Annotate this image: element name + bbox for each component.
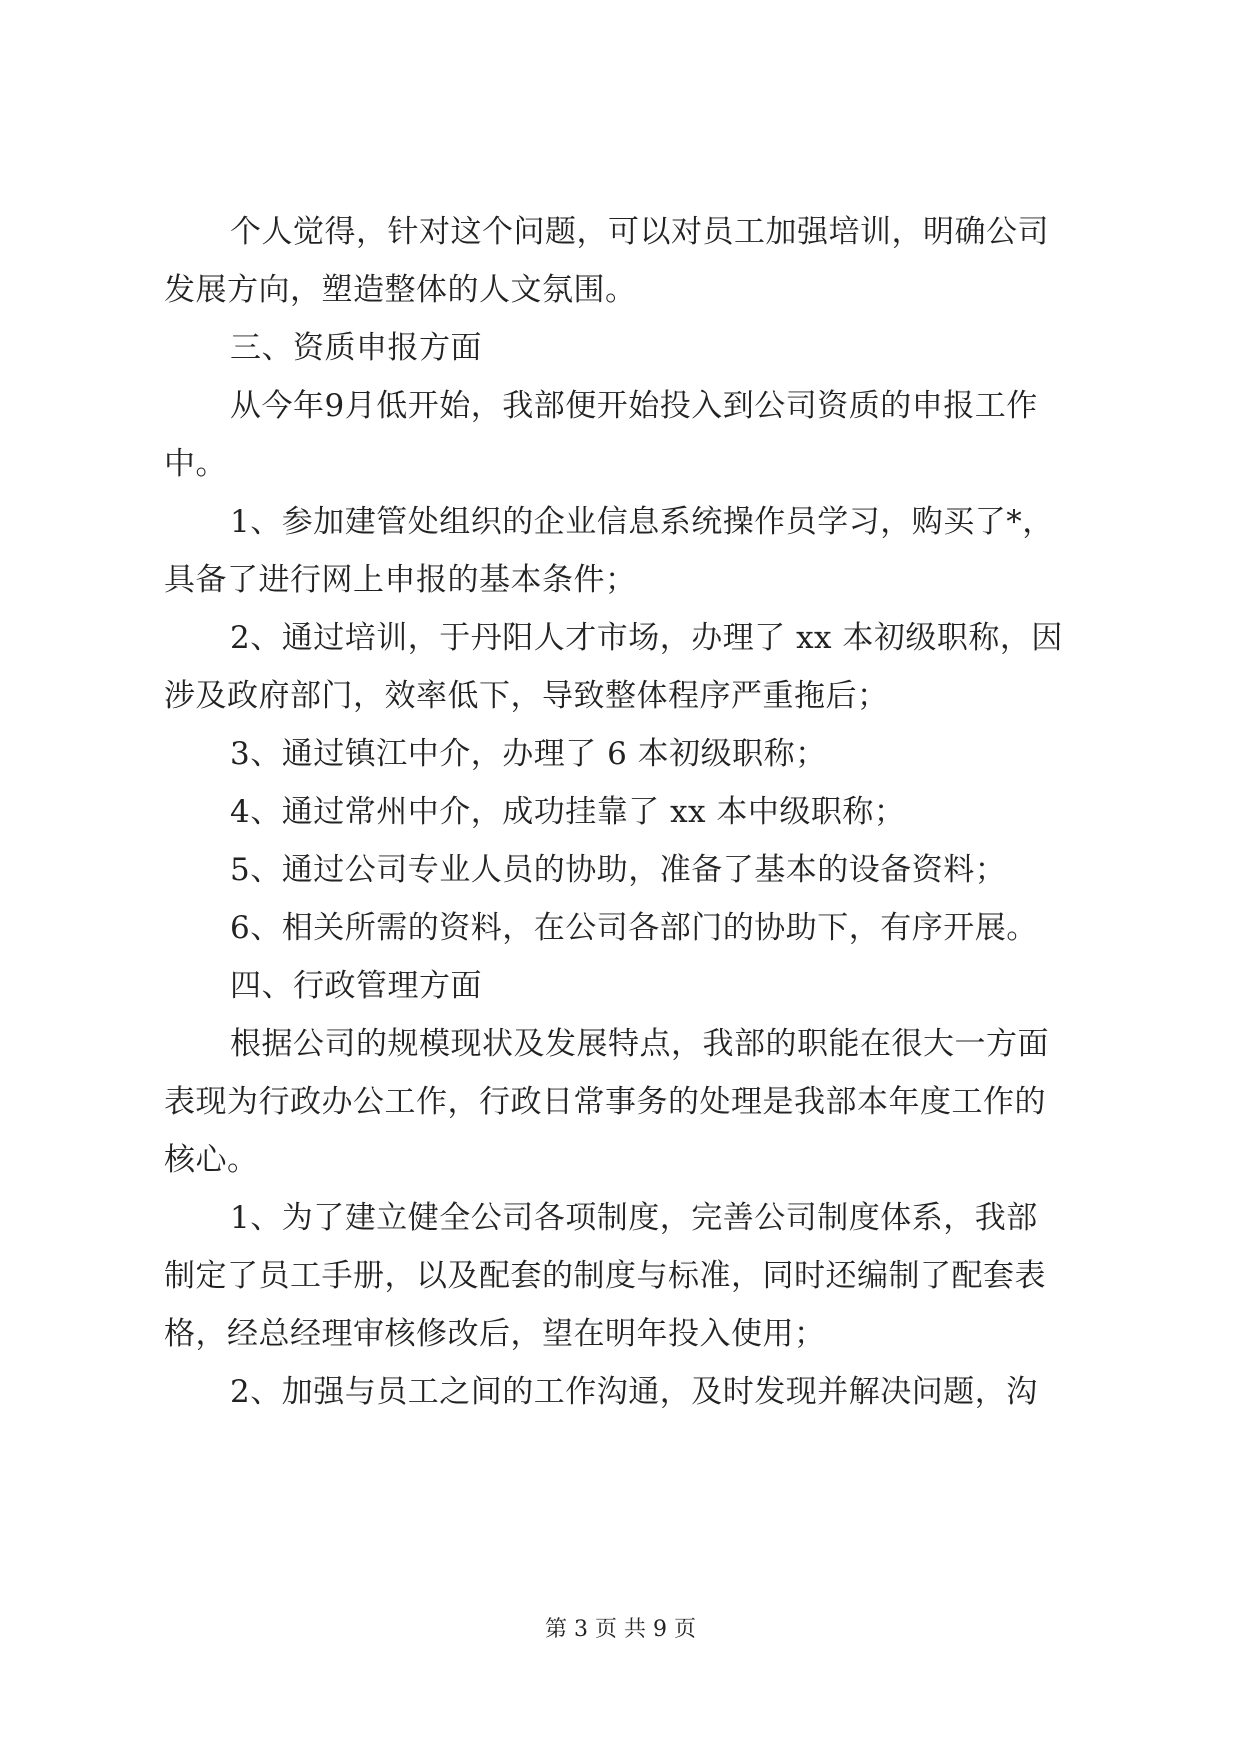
paragraph-line: 制定了员工手册，以及配套的制度与标准，同时还编制了配套表 (164, 1258, 1046, 1294)
list-item: 5、通过公司专业人员的协助，准备了基本的设备资料； (230, 852, 1007, 888)
list-item: 2、加强与员工之间的工作沟通，及时发现并解决问题，沟 (230, 1374, 1038, 1410)
paragraph-line: 核心。 (164, 1142, 259, 1178)
paragraph-line: 根据公司的规模现状及发展特点，我部的职能在很大一方面 (230, 1026, 1049, 1062)
paragraph-line: 具备了进行网上申报的基本条件； (164, 562, 637, 598)
list-item: 3、通过镇江中介，办理了 6 本初级职称； (230, 736, 827, 772)
paragraph-line: 个人觉得，针对这个问题，可以对员工加强培训，明确公司 (230, 214, 1049, 250)
paragraph-line: 从今年9月低开始，我部便开始投入到公司资质的申报工作 (230, 388, 1038, 424)
section-heading: 四、行政管理方面 (230, 968, 482, 1004)
page-number-footer: 第 3 页 共 9 页 (545, 1617, 696, 1642)
paragraph-line: 表现为行政办公工作，行政日常事务的处理是我部本年度工作的 (164, 1084, 1046, 1120)
paragraph-line: 格，经总经理审核修改后，望在明年投入使用； (164, 1316, 826, 1352)
paragraph-line: 发展方向，塑造整体的人文氛围。 (164, 272, 637, 308)
list-item: 2、通过培训，于丹阳人才市场，办理了 xx 本初级职称，因 (230, 620, 1063, 656)
section-heading: 三、资质申报方面 (230, 330, 482, 366)
paragraph-line: 涉及政府部门，效率低下，导致整体程序严重拖后； (164, 678, 889, 714)
list-item: 4、通过常州中介，成功挂靠了 xx 本中级职称； (230, 794, 906, 830)
list-item: 1、参加建管处组织的企业信息系统操作员学习，购买了*， (230, 504, 1054, 540)
list-item: 1、为了建立健全公司各项制度，完善公司制度体系，我部 (230, 1200, 1038, 1236)
paragraph-line: 中。 (164, 446, 227, 482)
list-item: 6、相关所需的资料，在公司各部门的协助下，有序开展。 (230, 910, 1038, 946)
